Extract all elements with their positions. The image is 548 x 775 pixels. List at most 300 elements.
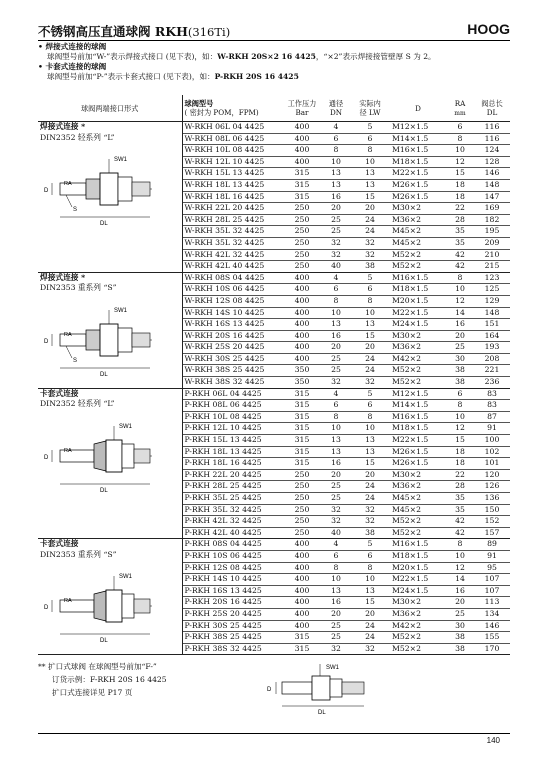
model-cell: W-RKH 10L 08 4425 (182, 145, 282, 157)
fig-s-label: S (73, 357, 78, 364)
lw-cell: 10 (350, 307, 390, 319)
dn-cell: 32 (322, 516, 350, 528)
model-cell: P-RKH 38S 25 4425 (182, 632, 282, 644)
pressure-cell: 315 (282, 168, 322, 180)
dn-cell: 20 (322, 608, 350, 620)
length-cell: 102 (474, 446, 510, 458)
model-cell: P-RKH 06L 04 4425 (182, 388, 282, 400)
pressure-cell: 400 (282, 539, 322, 551)
length-cell: 215 (474, 261, 510, 273)
thread-cell: M30×2 (390, 597, 446, 609)
model-cell: W-RKH 18L 16 4425 (182, 191, 282, 203)
model-cell: P-RKH 18L 13 4425 (182, 446, 282, 458)
ra-cell: 10 (446, 284, 474, 296)
pressure-cell: 400 (282, 145, 322, 157)
model-cell: W-RKH 28L 25 4425 (182, 214, 282, 226)
dn-cell: 20 (322, 342, 350, 354)
lw-cell: 8 (350, 562, 390, 574)
length-cell: 124 (474, 145, 510, 157)
length-cell: 182 (474, 214, 510, 226)
lw-cell: 15 (350, 191, 390, 203)
fig-dl-label: DL (100, 487, 108, 494)
brand-logo: HOOG (467, 21, 510, 37)
thread-cell: M18×1.5 (390, 284, 446, 296)
page-number: 140 (486, 736, 500, 745)
dn-cell: 25 (322, 214, 350, 226)
ra-cell: 12 (446, 156, 474, 168)
dn-cell: 25 (322, 620, 350, 632)
lw-cell: 24 (350, 365, 390, 377)
model-cell: P-RKH 08S 04 4425 (182, 539, 282, 551)
thread-cell: M52×2 (390, 365, 446, 377)
dn-cell: 25 (322, 632, 350, 644)
lw-cell: 6 (350, 400, 390, 412)
model-cell: P-RKH 22L 20 4425 (182, 469, 282, 481)
length-cell: 129 (474, 295, 510, 307)
model-cell: P-RKH 28L 25 4425 (182, 481, 282, 493)
footer-rule (38, 733, 510, 734)
col-header-model: 球阀型号 ( 密封为 POM，FPM) (182, 95, 282, 122)
dn-cell: 4 (322, 388, 350, 400)
lw-cell: 13 (350, 446, 390, 458)
lw-cell: 8 (350, 411, 390, 423)
fig-sw-label: SW1 (114, 307, 128, 314)
pressure-cell: 315 (282, 388, 322, 400)
pressure-cell: 400 (282, 272, 322, 284)
thread-cell: M36×2 (390, 481, 446, 493)
pressure-cell: 400 (282, 295, 322, 307)
lw-cell: 13 (350, 585, 390, 597)
ra-cell: 35 (446, 504, 474, 516)
length-cell: 128 (474, 156, 510, 168)
pressure-cell: 400 (282, 319, 322, 331)
lw-cell: 20 (350, 608, 390, 620)
lw-cell: 24 (350, 226, 390, 238)
thread-cell: M24×1.5 (390, 319, 446, 331)
pressure-cell: 315 (282, 400, 322, 412)
lw-cell: 13 (350, 319, 390, 331)
lw-cell: 38 (350, 261, 390, 273)
lw-cell: 24 (350, 214, 390, 226)
ra-cell: 42 (446, 516, 474, 528)
fig-d-label: D (44, 188, 49, 194)
dn-cell: 32 (322, 249, 350, 261)
ra-cell: 20 (446, 597, 474, 609)
thread-cell: M26×1.5 (390, 191, 446, 203)
dn-cell: 8 (322, 562, 350, 574)
ra-cell: 25 (446, 608, 474, 620)
pressure-cell: 400 (282, 597, 322, 609)
pressure-cell: 400 (282, 307, 322, 319)
length-cell: 148 (474, 307, 510, 319)
lw-cell: 15 (350, 330, 390, 342)
length-cell: 193 (474, 342, 510, 354)
model-cell: W-RKH 25S 20 4425 (182, 342, 282, 354)
length-cell: 113 (474, 597, 510, 609)
model-cell: P-RKH 10L 08 4425 (182, 411, 282, 423)
connection-series: DIN2352 轻系列 “L” (40, 399, 115, 409)
model-cell: W-RKH 10S 06 4425 (182, 284, 282, 296)
model-cell: W-RKH 15L 13 4425 (182, 168, 282, 180)
pressure-cell: 400 (282, 608, 322, 620)
length-cell: 147 (474, 191, 510, 203)
length-cell: 116 (474, 122, 510, 134)
thread-cell: M16×1.5 (390, 539, 446, 551)
ra-cell: 16 (446, 319, 474, 331)
pressure-cell: 400 (282, 574, 322, 586)
lw-cell: 24 (350, 353, 390, 365)
lw-cell: 20 (350, 469, 390, 481)
intro-weld-heading: • 焊接式连接的球阀 (38, 42, 107, 51)
ra-cell: 15 (446, 435, 474, 447)
lw-cell: 32 (350, 516, 390, 528)
table-header-row (38, 95, 510, 122)
connection-type-title: 卡套式连接 (40, 388, 79, 398)
thread-cell: M30×2 (390, 203, 446, 215)
table-row (38, 122, 510, 134)
pressure-cell: 250 (282, 261, 322, 273)
length-cell: 152 (474, 516, 510, 528)
thread-cell: M18×1.5 (390, 423, 446, 435)
model-cell: W-RKH 08L 06 4425 (182, 133, 282, 145)
intro-ring-text: 球阀型号前加“P-”表示卡套式接口 (见下表)，如：P-RKH 20S 16 4425 (47, 72, 299, 81)
lw-cell: 10 (350, 156, 390, 168)
model-cell: P-RKH 08L 06 4425 (182, 400, 282, 412)
ra-cell: 18 (446, 179, 474, 191)
ra-cell: 10 (446, 550, 474, 562)
thread-cell: M30×2 (390, 469, 446, 481)
fig-d-label: D (44, 338, 49, 345)
thread-cell: M42×2 (390, 353, 446, 365)
ra-cell: 22 (446, 203, 474, 215)
connection-type-cell (38, 122, 182, 273)
pressure-cell: 250 (282, 516, 322, 528)
length-cell: 87 (474, 411, 510, 423)
ra-cell: 35 (446, 237, 474, 249)
flare-valve-drawing (262, 660, 372, 716)
thread-cell: M24×1.5 (390, 585, 446, 597)
length-cell: 116 (474, 133, 510, 145)
lw-cell: 15 (350, 458, 390, 470)
col-header-connection: 球阀两端接口形式 (38, 95, 182, 122)
pressure-cell: 400 (282, 122, 322, 134)
pressure-cell: 350 (282, 377, 322, 389)
thread-cell: M45×2 (390, 237, 446, 249)
lw-cell: 38 (350, 527, 390, 539)
dn-cell: 16 (322, 597, 350, 609)
length-cell: 123 (474, 272, 510, 284)
dn-cell: 16 (322, 458, 350, 470)
connection-type-cell (38, 539, 182, 655)
connection-type-title: 卡套式连接 (40, 539, 79, 549)
lw-cell: 10 (350, 574, 390, 586)
dn-cell: 6 (322, 133, 350, 145)
length-cell: 91 (474, 423, 510, 435)
length-cell: 101 (474, 458, 510, 470)
dn-cell: 40 (322, 527, 350, 539)
ra-cell: 22 (446, 469, 474, 481)
ra-cell: 12 (446, 562, 474, 574)
length-cell: 209 (474, 237, 510, 249)
flare-sw-label: SW1 (326, 665, 340, 671)
dn-cell: 25 (322, 353, 350, 365)
model-cell: W-RKH 12S 08 4425 (182, 295, 282, 307)
length-cell: 95 (474, 562, 510, 574)
ra-cell: 35 (446, 226, 474, 238)
dn-cell: 20 (322, 469, 350, 481)
model-cell: P-RKH 12L 10 4425 (182, 423, 282, 435)
model-cell: W-RKH 14S 10 4425 (182, 307, 282, 319)
model-cell: W-RKH 42L 32 4425 (182, 249, 282, 261)
pressure-cell: 250 (282, 469, 322, 481)
lw-cell: 5 (350, 122, 390, 134)
thread-cell: M45×2 (390, 226, 446, 238)
dn-cell: 20 (322, 203, 350, 215)
dn-cell: 32 (322, 504, 350, 516)
page-title: 不锈钢高压直通球阀 RKH(316Ti) (38, 24, 231, 39)
pressure-cell: 400 (282, 585, 322, 597)
model-cell: P-RKH 15L 13 4425 (182, 435, 282, 447)
dn-cell: 8 (322, 411, 350, 423)
thread-cell: M45×2 (390, 504, 446, 516)
model-cell: P-RKH 14S 10 4425 (182, 574, 282, 586)
ra-cell: 18 (446, 446, 474, 458)
thread-cell: M52×2 (390, 527, 446, 539)
model-cell: W-RKH 35L 32 4425 (182, 226, 282, 238)
pressure-cell: 250 (282, 493, 322, 505)
dn-cell: 8 (322, 145, 350, 157)
dn-cell: 13 (322, 168, 350, 180)
connection-series: DIN2353 重系列 “S” (40, 283, 117, 293)
pressure-cell: 315 (282, 446, 322, 458)
model-cell: P-RKH 38S 32 4425 (182, 643, 282, 655)
thread-cell: M16×1.5 (390, 272, 446, 284)
weld-fitting-drawing (44, 147, 156, 229)
connection-type-title: 焊接式连接 * (40, 122, 86, 131)
lw-cell: 24 (350, 632, 390, 644)
pressure-cell: 250 (282, 237, 322, 249)
table-row (38, 388, 510, 400)
model-cell: W-RKH 12L 10 4425 (182, 156, 282, 168)
pressure-cell: 250 (282, 481, 322, 493)
lw-cell: 5 (350, 388, 390, 400)
lw-cell: 6 (350, 284, 390, 296)
model-cell: W-RKH 30S 25 4425 (182, 353, 282, 365)
dn-cell: 40 (322, 261, 350, 273)
model-cell: P-RKH 20S 16 4425 (182, 597, 282, 609)
model-cell: P-RKH 42L 40 4425 (182, 527, 282, 539)
lw-cell: 32 (350, 237, 390, 249)
thread-cell: M30×2 (390, 330, 446, 342)
length-cell: 164 (474, 330, 510, 342)
intro-notes (38, 42, 518, 82)
thread-cell: M36×2 (390, 342, 446, 354)
connection-type-cell (38, 388, 182, 539)
thread-cell: M52×2 (390, 643, 446, 655)
pressure-cell: 250 (282, 249, 322, 261)
col-header-ra: RA mm (446, 95, 474, 122)
ra-cell: 28 (446, 481, 474, 493)
model-cell: P-RKH 30S 25 4425 (182, 620, 282, 632)
model-cell: P-RKH 18L 16 4425 (182, 458, 282, 470)
lw-cell: 5 (350, 539, 390, 551)
dn-cell: 16 (322, 191, 350, 203)
pressure-cell: 400 (282, 284, 322, 296)
thread-cell: M52×2 (390, 516, 446, 528)
length-cell: 107 (474, 574, 510, 586)
length-cell: 208 (474, 353, 510, 365)
thread-cell: M16×1.5 (390, 145, 446, 157)
col-header-lw: 实际内 径 LW (350, 95, 390, 122)
col-header-dn: 通径 DN (322, 95, 350, 122)
model-cell: P-RKH 25S 20 4425 (182, 608, 282, 620)
model-cell: P-RKH 16S 13 4425 (182, 585, 282, 597)
ra-cell: 10 (446, 145, 474, 157)
dn-cell: 8 (322, 295, 350, 307)
thread-cell: M22×1.5 (390, 307, 446, 319)
ra-cell: 14 (446, 307, 474, 319)
length-cell: 150 (474, 504, 510, 516)
thread-cell: M22×1.5 (390, 435, 446, 447)
ring-fitting-drawing (44, 564, 156, 646)
lw-cell: 32 (350, 504, 390, 516)
dn-cell: 13 (322, 319, 350, 331)
lw-cell: 8 (350, 295, 390, 307)
dn-cell: 13 (322, 446, 350, 458)
fig-sw-label: SW1 (119, 574, 133, 581)
pressure-cell: 250 (282, 504, 322, 516)
pressure-cell: 400 (282, 133, 322, 145)
thread-cell: M20×1.5 (390, 295, 446, 307)
dn-cell: 10 (322, 156, 350, 168)
pressure-cell: 400 (282, 562, 322, 574)
flare-dl-label: DL (318, 710, 326, 716)
dn-cell: 25 (322, 481, 350, 493)
fig-sw-label: SW1 (119, 423, 133, 430)
length-cell: 146 (474, 620, 510, 632)
flare-d-label: D (267, 687, 272, 693)
ra-cell: 42 (446, 261, 474, 273)
thread-cell: M18×1.5 (390, 156, 446, 168)
length-cell: 107 (474, 585, 510, 597)
ring-fitting-drawing (44, 414, 156, 496)
ra-cell: 15 (446, 168, 474, 180)
dn-cell: 25 (322, 493, 350, 505)
length-cell: 148 (474, 179, 510, 191)
footer-flare-note: ** 扩口式球阀 在球阀型号前加“F-” (38, 662, 157, 671)
ra-cell: 10 (446, 411, 474, 423)
lw-cell: 32 (350, 643, 390, 655)
length-cell: 83 (474, 388, 510, 400)
thread-cell: M36×2 (390, 608, 446, 620)
ra-cell: 6 (446, 122, 474, 134)
lw-cell: 6 (350, 133, 390, 145)
intro-ring-heading: • 卡套式连接的球阀 (38, 62, 107, 71)
connection-series: DIN2353 重系列 “S” (40, 549, 117, 559)
pressure-cell: 315 (282, 423, 322, 435)
dn-cell: 32 (322, 377, 350, 389)
thread-cell: M52×2 (390, 261, 446, 273)
length-cell: 125 (474, 284, 510, 296)
spec-table (38, 95, 510, 655)
thread-cell: M26×1.5 (390, 446, 446, 458)
col-header-pressure: 工作压力 Bar (282, 95, 322, 122)
footer-order-example: 订货示例：F-RKH 20S 16 4425 (52, 675, 167, 684)
lw-cell: 32 (350, 377, 390, 389)
ra-cell: 8 (446, 400, 474, 412)
table-row (38, 539, 510, 551)
lw-cell: 24 (350, 493, 390, 505)
ra-cell: 42 (446, 249, 474, 261)
model-cell: W-RKH 08S 04 4425 (182, 272, 282, 284)
pressure-cell: 400 (282, 353, 322, 365)
lw-cell: 24 (350, 481, 390, 493)
ra-cell: 18 (446, 191, 474, 203)
lw-cell: 13 (350, 179, 390, 191)
model-cell: P-RKH 42L 32 4425 (182, 516, 282, 528)
model-cell: P-RKH 35L 25 4425 (182, 493, 282, 505)
pressure-cell: 315 (282, 632, 322, 644)
pressure-cell: 315 (282, 458, 322, 470)
model-cell: W-RKH 38S 32 4425 (182, 377, 282, 389)
length-cell: 236 (474, 377, 510, 389)
lw-cell: 10 (350, 423, 390, 435)
ra-cell: 8 (446, 272, 474, 284)
fig-ra-label: RA (64, 331, 72, 338)
dn-cell: 6 (322, 284, 350, 296)
length-cell: 157 (474, 527, 510, 539)
ra-cell: 38 (446, 365, 474, 377)
weld-fitting-drawing (44, 298, 156, 380)
pressure-cell: 400 (282, 550, 322, 562)
page-title-material: (316Ti) (187, 25, 231, 39)
ra-cell: 12 (446, 423, 474, 435)
dn-cell: 4 (322, 122, 350, 134)
ra-cell: 38 (446, 632, 474, 644)
thread-cell: M18×1.5 (390, 550, 446, 562)
length-cell: 91 (474, 550, 510, 562)
lw-cell: 13 (350, 435, 390, 447)
dn-cell: 25 (322, 226, 350, 238)
lw-cell: 24 (350, 620, 390, 632)
fig-sw-label: SW1 (114, 157, 128, 163)
ra-cell: 6 (446, 388, 474, 400)
ra-cell: 16 (446, 585, 474, 597)
pressure-cell: 400 (282, 330, 322, 342)
dn-cell: 10 (322, 307, 350, 319)
lw-cell: 5 (350, 272, 390, 284)
length-cell: 151 (474, 319, 510, 331)
pressure-cell: 315 (282, 179, 322, 191)
dn-cell: 10 (322, 423, 350, 435)
thread-cell: M14×1.5 (390, 133, 446, 145)
ra-cell: 18 (446, 458, 474, 470)
ra-cell: 20 (446, 330, 474, 342)
dn-cell: 10 (322, 574, 350, 586)
length-cell: 146 (474, 168, 510, 180)
thread-cell: M14×1.5 (390, 400, 446, 412)
connection-type-cell (38, 272, 182, 388)
length-cell: 170 (474, 643, 510, 655)
thread-cell: M20×1.5 (390, 562, 446, 574)
pressure-cell: 400 (282, 620, 322, 632)
model-cell: W-RKH 42L 40 4425 (182, 261, 282, 273)
ra-cell: 38 (446, 377, 474, 389)
fig-ra-label: RA (64, 598, 72, 605)
connection-series: DIN2352 轻系列 “L” (40, 132, 115, 142)
length-cell: 195 (474, 226, 510, 238)
thread-cell: M22×1.5 (390, 574, 446, 586)
